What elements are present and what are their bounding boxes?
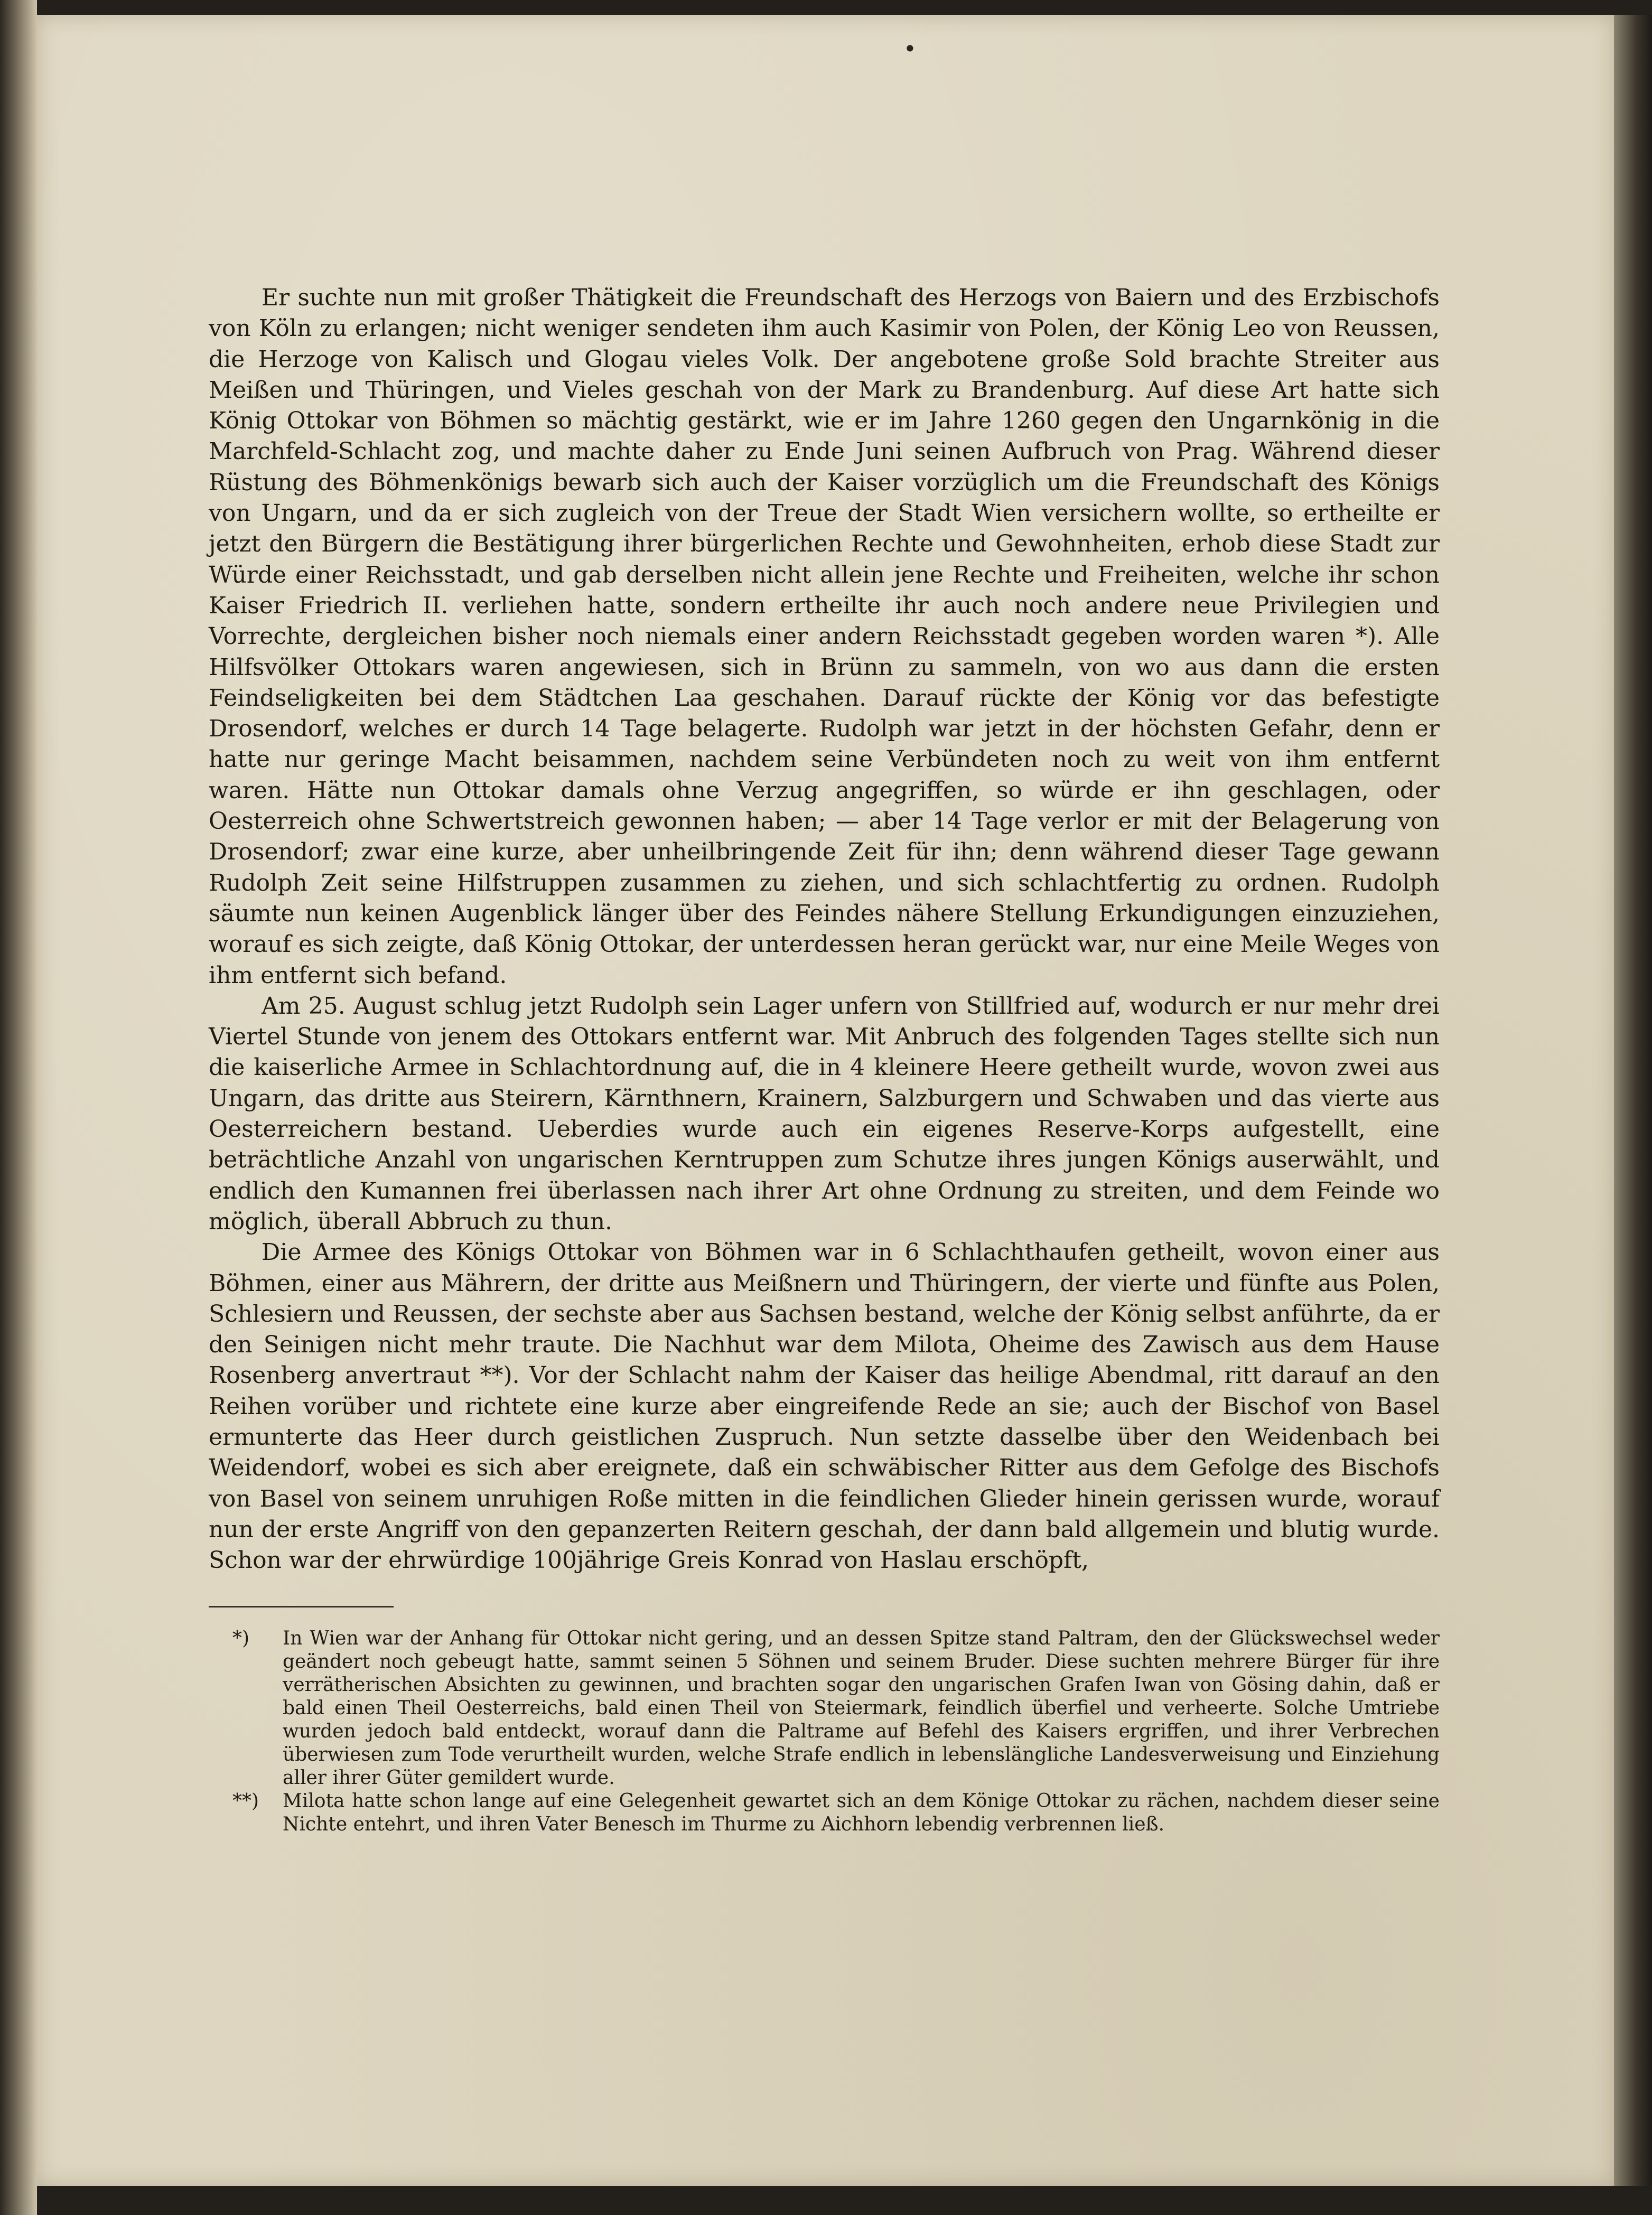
book-spine-edge	[0, 0, 37, 2215]
footnote	[232, 1790, 1440, 1836]
footnote	[232, 1627, 1440, 1790]
footnote-mark: **)	[232, 1790, 259, 1812]
paragraph: Die Armee des Königs Ottokar von Böhmen war in 6 Schlachthaufen getheilt, wovon einer aus Böhmen, einer aus Mährern, der dritte aus Meißnern und Thüringern, der vierte und fünfte aus Polen, Schlesiern und Reussen, der sechste aber aus Sachsen bestand, welche der König selbst anführte, da er den Seinigen nicht mehr traute. Die Nachhut war dem Milota, Oheime des Zawisch aus dem Hause Rosenberg anvertraut **). Vor der Schlacht nahm der Kaiser das heilige Abendmal, ritt darauf an den Reihen vorüber und richtete eine kurze aber eingreifende Rede an sie; auch der Bischof von Basel ermunterte das Heer durch geistlichen Zuspruch. Nun setzte dasselbe über den Weidenbach bei Weidendorf, wobei es sich aber ereignete, daß ein schwäbischer Ritter aus dem Gefolge des Bischofs von Basel von seinem unruhigen Roße mitten in die feindlichen Glieder hinein gerissen wurde, worauf nun der erste Angriff von den gepanzerten Reitern geschah, der dann bald allgemein und blutig wurde. Schon war der ehrwürdige 100jährige Greis Konrad von Haslau erschöpft,	[209, 1239, 1440, 1574]
footnote-text: In Wien war der Anhang für Ottokar nicht gering, und an dessen Spitze stand Paltram, den der Glückswechsel weder geändert noch gebeugt hatte, sammt seinen 5 Söhnen und seinem Bruder. Diese suchten mehrere Bürger für ihre verrätherischen Absichten zu gewinnen, und brachten sogar den ungarischen Grafen Iwan von Gösing dahin, daß er bald einen Theil Oesterreichs, bald einen Theil von Steiermark, feindlich überfiel und verheerte. Solche Umtriebe wurden jedoch bald entdeckt, worauf dann die Paltrame auf Befehl des Kaisers ergriffen, und ihrer Verbrechen überwiesen zum Tode verurtheilt wurden, welche Strafe endlich in lebenslängliche Landesverweisung und Einziehung aller ihrer Güter gemildert wurde.	[283, 1628, 1440, 1789]
page-mark: •	[903, 36, 917, 62]
footnote-mark: *)	[232, 1628, 250, 1649]
main-text	[209, 283, 1440, 1576]
footnotes	[232, 1627, 1440, 1836]
paragraph: Er suchte nun mit großer Thätigkeit die Freundschaft des Herzogs von Baiern und des Erzbischofs von Köln zu erlangen; nicht weniger sendeten ihm auch Kasimir von Polen, der König Leo von Reussen, die Herzoge von Kalisch und Glogau vieles Volk. Der angebotene große Sold brachte Streiter aus Meißen und Thüringen, und Vieles geschah von der Mark zu Brandenburg. Auf diese Art hatte sich König Ottokar von Böhmen so mächtig gestärkt, wie er im Jahre 1260 gegen den Ungarnkönig in die Marchfeld-Schlacht zog, und machte daher zu Ende Juni seinen Aufbruch von Prag. Während dieser Rüstung des Böhmenkönigs bewarb sich auch der Kaiser vorzüglich um die Freundschaft des Königs von Ungarn, und da er sich zugleich von der Treue der Stadt Wien versichern wollte, so ertheilte er jetzt den Bürgern die Bestätigung ihrer bürgerlichen Rechte und Gewohnheiten, erhob diese Stadt zur Würde einer Reichsstadt, und gab derselben nicht allein jene Rechte und Freiheiten, welche ihr schon Kaiser Friedrich II. verliehen hatte, sondern ertheilte ihr auch noch andere neue Privilegien und Vorrechte, dergleichen bisher noch niemals einer andern Reichsstadt gegeben worden waren *). Alle Hilfsvölker Ottokars waren angewiesen, sich in Brünn zu sammeln, von wo aus dann die ersten Feindseligkeiten bei dem Städtchen Laa geschahen. Darauf rückte der König vor das befestigte Drosendorf, welches er durch 14 Tage belagerte. Rudolph war jetzt in der höchsten Gefahr, denn er hatte nur geringe Macht beisammen, nachdem seine Verbündeten noch zu weit von ihm entfernt waren. Hätte nun Ottokar damals ohne Verzug angegriffen, so würde er ihn geschlagen, oder Oesterreich ohne Schwertstreich gewonnen haben; — aber 14 Tage verlor er mit der Belagerung von Drosendorf; zwar eine kurze, aber unheilbringende Zeit für ihn; denn während dieser Tage gewann Rudolph Zeit seine Hilfstruppen zusammen zu ziehen, und sich schlachtfertig zu ordnen. Rudolph säumte nun keinen Augenblick länger über des Feindes nähere Stellung Erkundigungen einzuziehen, worauf es sich zeigte, daß König Ottokar, der unterdessen heran gerückt war, nur eine Meile Weges von ihm entfernt sich befand.	[209, 284, 1440, 989]
footnote-separator	[209, 1606, 394, 1607]
footnote-text: Milota hatte schon lange auf eine Gelegenheit gewartet sich an dem Könige Ottokar zu rächen, nachdem dieser seine Nichte entehrt, und ihren Vater Benesch im Thurme zu Aichhorn lebendig verbrennen ließ.	[283, 1790, 1440, 1835]
page-right-edge-shadow	[1614, 15, 1652, 2186]
paragraph: Am 25. August schlug jetzt Rudolph sein Lager unfern von Stillfried auf, wodurch er nur mehr drei Viertel Stunde von jenem des Ottokars entfernt war. Mit Anbruch des folgenden Tages stellte sich nun die kaiserliche Armee in Schlachtordnung auf, die in 4 kleinere Heere getheilt wurde, wovon zwei aus Ungarn, das dritte aus Steirern, Kärnthnern, Krainern, Salzburgern und Schwaben und das vierte aus Oesterreichern bestand. Ueberdies wurde auch ein eigenes Reserve-Korps aufgestellt, eine beträchtliche Anzahl von ungarischen Kerntruppen zum Schutze ihres jungen Königs auserwählt, und endlich den Kumannen frei überlassen nach ihrer Art ohne Ordnung zu streiten, und dem Feinde wo möglich, überall Abbruch zu thun.	[209, 992, 1440, 1235]
